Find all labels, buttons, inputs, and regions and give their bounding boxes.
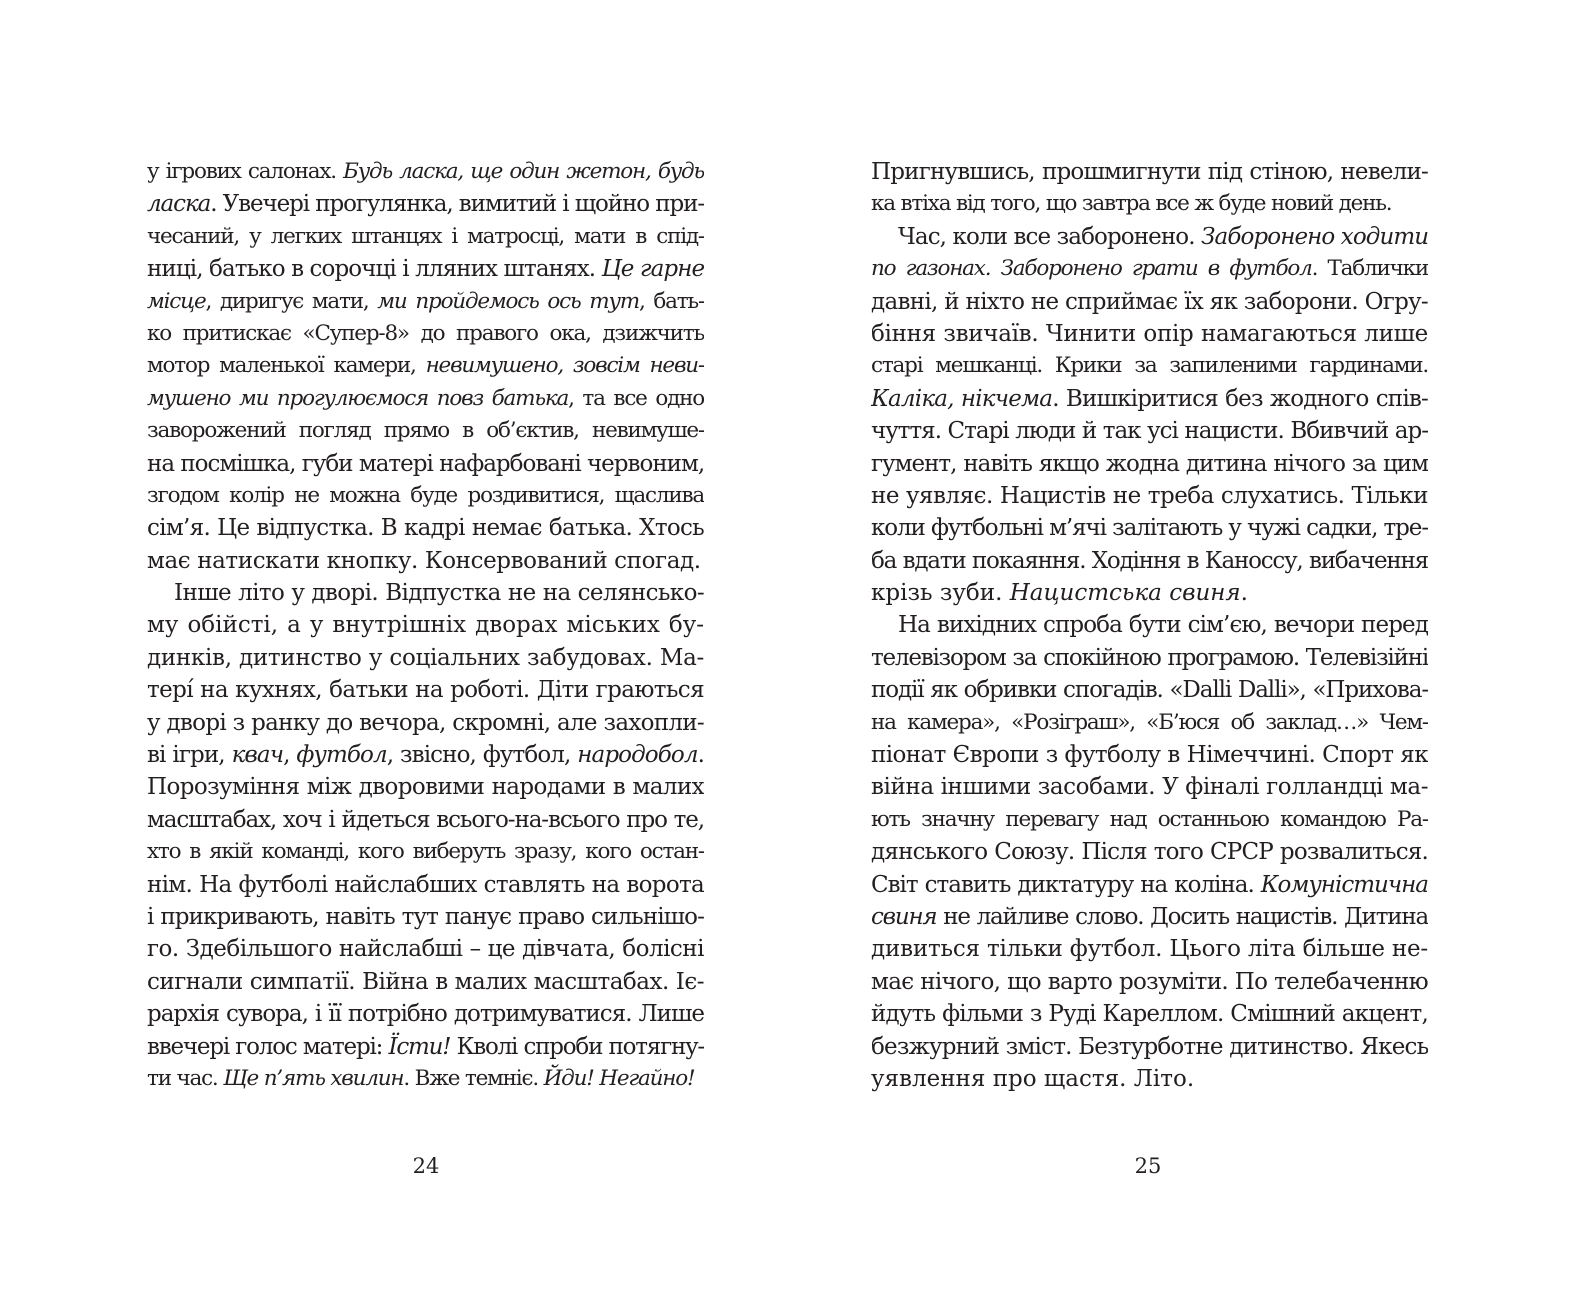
text-run: . Таблички: [1311, 256, 1428, 282]
text-line: [147, 577, 704, 609]
text-run: йдуть фільми з Руді Кареллом. Смішний акцент,: [871, 1001, 1428, 1028]
text-run: ють значну перевагу над останньою командою Ра-: [871, 806, 1428, 832]
text-line: [871, 836, 1428, 868]
italic-text: невимушено, зовсім неви-: [425, 353, 704, 379]
page-number-left: 24: [412, 1154, 440, 1178]
text-line: [871, 383, 1428, 415]
text-run: ка втіха від того, що завтра все ж буде новий день.: [871, 191, 1392, 217]
text-line: [147, 156, 704, 188]
text-line: [871, 350, 1428, 382]
text-run: безжурний зміст. Безтурботне дитинство. Якесь: [871, 1033, 1428, 1060]
text-run: коли футбольні м’ячі залітають у чужі садки, тре-: [871, 515, 1428, 542]
text-run: ти час.: [147, 1065, 224, 1091]
text-line: [147, 739, 704, 771]
text-line: [147, 804, 704, 836]
text-run: не уявляє. Нацистів не треба слухатись. Тільки: [871, 482, 1428, 509]
text-run: . Увечері прогулянка, вимитий і щойно при-: [210, 191, 704, 218]
italic-text: Йди! Негайно!: [543, 1065, 695, 1091]
text-run: чесаний, у легких штанцях і матросці, мати в спід-: [147, 223, 704, 249]
italic-text: мушено ми прогулюємося повз батька: [147, 385, 569, 411]
italic-text: Їсти!: [388, 1033, 451, 1060]
text-run: піонат Європи з футболу в Німеччині. Спорт як: [871, 742, 1428, 769]
text-line: [871, 933, 1428, 965]
text-line: [147, 188, 704, 220]
italic-text: Комуністична: [1260, 871, 1428, 898]
text-line: [871, 1063, 1428, 1095]
text-run: ба вдати покаяння. Ходіння в Каноссу, вибачення: [871, 547, 1428, 574]
text-line: [871, 253, 1428, 285]
text-run: має натискати кнопку. Консервований спогад.: [147, 547, 701, 574]
italic-text: квач: [231, 742, 284, 769]
text-run: старі мешканці. Крики за запиленими гардинами.: [871, 353, 1428, 379]
text-run: ві ігри,: [147, 742, 232, 769]
text-line: [871, 545, 1428, 577]
text-run: події як обривки спогадів. «Dalli Dalli», «Прихова-: [871, 677, 1428, 704]
text-run: Час, коли все заборонено.: [898, 223, 1202, 250]
right-page: [871, 156, 1428, 1095]
italic-text: Будь ласка, ще один жетон, будь: [343, 159, 704, 184]
text-line: [147, 901, 704, 933]
italic-text: ми пройдемось ось тут: [377, 288, 639, 314]
text-run: масштабах, хоч і йдеться всього-на-всього про те,: [147, 806, 704, 833]
italic-text: Каліка, нікчема: [871, 385, 1053, 412]
text-line: [871, 480, 1428, 512]
text-line: [871, 674, 1428, 706]
text-run: телевізором за спокійною програмою. Телевізійні: [871, 644, 1428, 671]
text-line: [147, 869, 704, 901]
text-run: і прикривають, навіть тут панує право сильнішо-: [147, 903, 704, 930]
text-run: уявлення про щастя. Літо.: [871, 1065, 1195, 1092]
text-line: [147, 253, 704, 285]
text-line: [871, 642, 1428, 674]
italic-text: ласка: [147, 191, 211, 218]
text-run: ко притискає «Супер-8» до правого ока, дзижчить: [147, 320, 704, 346]
text-run: ,: [283, 742, 297, 769]
text-line: [147, 998, 704, 1030]
text-line: [871, 609, 1428, 641]
text-line: [147, 674, 704, 706]
text-run: сім’я. Це відпустка. В кадрі немає батька. Хтось: [147, 515, 704, 542]
text-run: на камера», «Розіграш», «Б’юся об заклад…» Чем-: [871, 709, 1428, 735]
text-run: нім. На футболі найслабших ставлять на ворота: [147, 871, 704, 898]
text-line: [147, 350, 704, 382]
text-run: у ігрових салонах.: [147, 159, 344, 184]
text-run: Світ ставить диктатуру на коліна.: [871, 871, 1261, 898]
text-line: [871, 707, 1428, 739]
text-run: .: [1240, 580, 1248, 607]
text-run: . Вже темніє.: [403, 1065, 544, 1091]
text-line: [147, 933, 704, 965]
text-line: [147, 383, 704, 415]
text-line: [147, 771, 704, 803]
text-run: заворожений погляд прямо в об’єктив, невимуше-: [147, 418, 704, 444]
text-run: хто в якій команді, кого виберуть зразу, кого остан-: [147, 839, 704, 865]
text-line: [871, 577, 1428, 609]
text-line: [871, 966, 1428, 998]
text-run: крізь зуби.: [871, 580, 1010, 607]
text-line: [871, 221, 1428, 253]
text-run: ниці, батько в сорочці і лляних штанях.: [147, 256, 602, 283]
text-line: [147, 707, 704, 739]
text-run: , звісно, футбол,: [386, 742, 578, 769]
text-run: у дворі з ранку до вечора, скромні, але захопли-: [147, 709, 704, 736]
text-run: війна іншими засобами. У фіналі голландці ма-: [871, 774, 1428, 801]
text-run: , та все одно: [568, 385, 704, 411]
italic-text: Ще п’ять хвилин: [223, 1065, 404, 1091]
text-run: не лайливе слово. Досить нацистів. Дитина: [936, 903, 1428, 930]
text-line: [147, 512, 704, 544]
text-run: го. Здебільшого найслабші – це дівчата, болісні: [147, 936, 704, 963]
left-page: [147, 156, 704, 1095]
text-line: [147, 415, 704, 447]
text-line: [147, 480, 704, 512]
text-run: має нічого, що варто розуміти. По телебаченню: [871, 968, 1428, 995]
text-run: біння звичаїв. Чинити опір намагаються лише: [871, 320, 1428, 347]
text-run: згодом колір не можна буде роздивитися, щаслива: [147, 482, 704, 508]
text-run: давні, й ніхто не сприймає їх як заборони. Огру-: [871, 288, 1428, 315]
text-run: , диригує мати,: [205, 288, 378, 314]
text-run: Інше літо у дворі. Відпустка не на селянсько-: [174, 580, 704, 607]
text-run: чуття. Старі люди й так усі нацисти. Вбивчий ар-: [871, 418, 1428, 445]
text-run: На вихідних спроба бути сім’єю, вечори перед: [898, 612, 1428, 639]
text-line: [871, 1031, 1428, 1063]
text-line: [147, 286, 704, 318]
text-line: [871, 771, 1428, 803]
text-line: [871, 156, 1428, 188]
italic-text: місце: [147, 288, 206, 314]
page-number-right: 25: [1134, 1154, 1162, 1178]
text-line: [871, 286, 1428, 318]
italic-text: по газонах. Заборонено грати в футбол: [871, 256, 1312, 282]
text-run: Кволі спроби потягну-: [450, 1033, 704, 1060]
text-line: [147, 642, 704, 674]
text-line: [147, 609, 704, 641]
text-line: [871, 739, 1428, 771]
text-line: [871, 869, 1428, 901]
text-run: динків, дитинство у соціальних забудовах. Ма-: [147, 644, 704, 671]
text-line: [147, 836, 704, 868]
text-run: гумент, навіть якщо жодна дитина нічого за цим: [871, 450, 1428, 477]
text-line: [871, 188, 1428, 220]
text-run: Порозуміння між дворовими народами в малих: [147, 774, 704, 801]
text-run: Пригнувшись, прошмигнути під стіною, невели-: [871, 159, 1428, 185]
text-line: [147, 1031, 704, 1063]
text-line: [871, 318, 1428, 350]
italic-text: свиня: [871, 903, 937, 930]
text-line: [871, 804, 1428, 836]
text-run: , бать-: [638, 288, 704, 314]
text-run: на посмішка, губи матері нафарбовані червоним,: [147, 450, 704, 477]
text-line: [871, 448, 1428, 480]
text-line: [147, 966, 704, 998]
text-run: сигнали симпатії. Війна в малих масштабах. Іє-: [147, 968, 704, 995]
text-line: [147, 318, 704, 350]
text-run: рархія сувора, і її потрібно дотримуватися. Лише: [147, 1001, 704, 1028]
italic-text: Нацистська свиня: [1009, 580, 1241, 607]
text-run: му обійсті, а у внутрішніх дворах міських бу-: [147, 612, 704, 639]
italic-text: Заборонено ходити: [1201, 223, 1428, 250]
text-line: [871, 512, 1428, 544]
text-run: . Вишкіритися без жодного спів-: [1052, 385, 1428, 412]
text-run: тері́ на кухнях, батьки на роботі. Діти граються: [147, 677, 704, 704]
italic-text: Це гарне: [601, 256, 704, 283]
text-line: [147, 448, 704, 480]
text-run: мотор маленької камери,: [147, 353, 426, 379]
text-line: [871, 901, 1428, 933]
text-run: ввечері голос матері:: [147, 1033, 389, 1060]
text-line: [147, 545, 704, 577]
text-line: [147, 1063, 704, 1095]
text-line: [871, 998, 1428, 1030]
text-run: дянського Союзу. Після того СРСР розвалиться.: [871, 839, 1428, 866]
text-run: дивиться тільки футбол. Цього літа більше не-: [871, 936, 1428, 963]
italic-text: футбол: [296, 742, 387, 769]
text-line: [871, 415, 1428, 447]
text-line: [147, 221, 704, 253]
italic-text: народобол: [577, 742, 698, 769]
text-run: .: [697, 742, 704, 769]
